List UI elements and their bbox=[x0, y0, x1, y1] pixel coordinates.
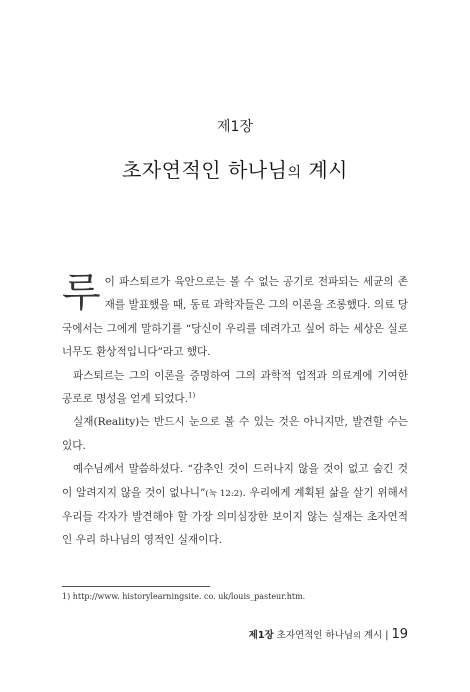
footer-title-main: 초자연적인 하나님 bbox=[273, 630, 354, 641]
footnote-marker: 1) bbox=[188, 391, 196, 400]
paragraph-4-rest: . 우리에게 계획된 삶을 살기 위해서 우리들 각자가 발견해야 할 가장 의미심장한 보이지 않는 실재는 초자연적인 우리 하나님의 영적인 실재이다. bbox=[62, 486, 409, 547]
chapter-label: 제1장 bbox=[217, 119, 253, 135]
footer-title-particle: 의 bbox=[353, 631, 361, 640]
scripture-reference: (눅 12:2) bbox=[205, 488, 243, 499]
body-text bbox=[62, 271, 408, 553]
page-number: 19 bbox=[391, 627, 408, 642]
paragraph-2-text: 파스퇴르는 그의 이론을 증명하여 그의 과학적 업적과 의료계에 기여한 공로로 명성을 얻게 되었다. bbox=[62, 369, 408, 406]
paragraph-1-text: 이 파스퇴르가 육안으로는 볼 수 없는 공기로 전파되는 세균의 존재를 발표했을 때, 동료 과학자들은 그의 이론을 조롱했다. 의료 당국에서는 그에게 말하기를 “당신이 우리를 데려가고 싶어 하는 세상은 실로 너무도 환상적입니다”라고 했다. bbox=[62, 276, 408, 359]
chapter-title-end: 계시 bbox=[301, 158, 348, 182]
paragraph-3: 실재(Reality)는 반드시 눈으로 볼 수 있는 것은 아니지만, 발견할 수는 있다. bbox=[62, 416, 408, 452]
running-footer bbox=[249, 627, 408, 642]
drop-cap: 루 bbox=[62, 270, 101, 316]
chapter-title-particle: 의 bbox=[287, 165, 302, 181]
chapter-title bbox=[0, 154, 470, 183]
paragraph-2 bbox=[62, 365, 408, 412]
chapter-title-main: 초자연적인 하나님 bbox=[122, 158, 288, 182]
footnote: 1) http://www. historylearningsite. co. uk/louis_pasteur.htm. bbox=[62, 592, 306, 601]
footer-title-end: 계시 bbox=[360, 630, 383, 641]
paragraph-4-quote: 예수님께서 말씀하셨다. “감추인 것이 드러나지 않을 것이 없고 숨긴 것이 알려지지 않을 것이 없나니” bbox=[62, 463, 408, 499]
paragraph-4 bbox=[62, 458, 408, 553]
footer-chapter: 제1장 bbox=[248, 630, 274, 641]
paragraph-1 bbox=[62, 271, 408, 365]
footer-separator: | bbox=[382, 630, 392, 641]
footnote-divider bbox=[62, 586, 210, 587]
